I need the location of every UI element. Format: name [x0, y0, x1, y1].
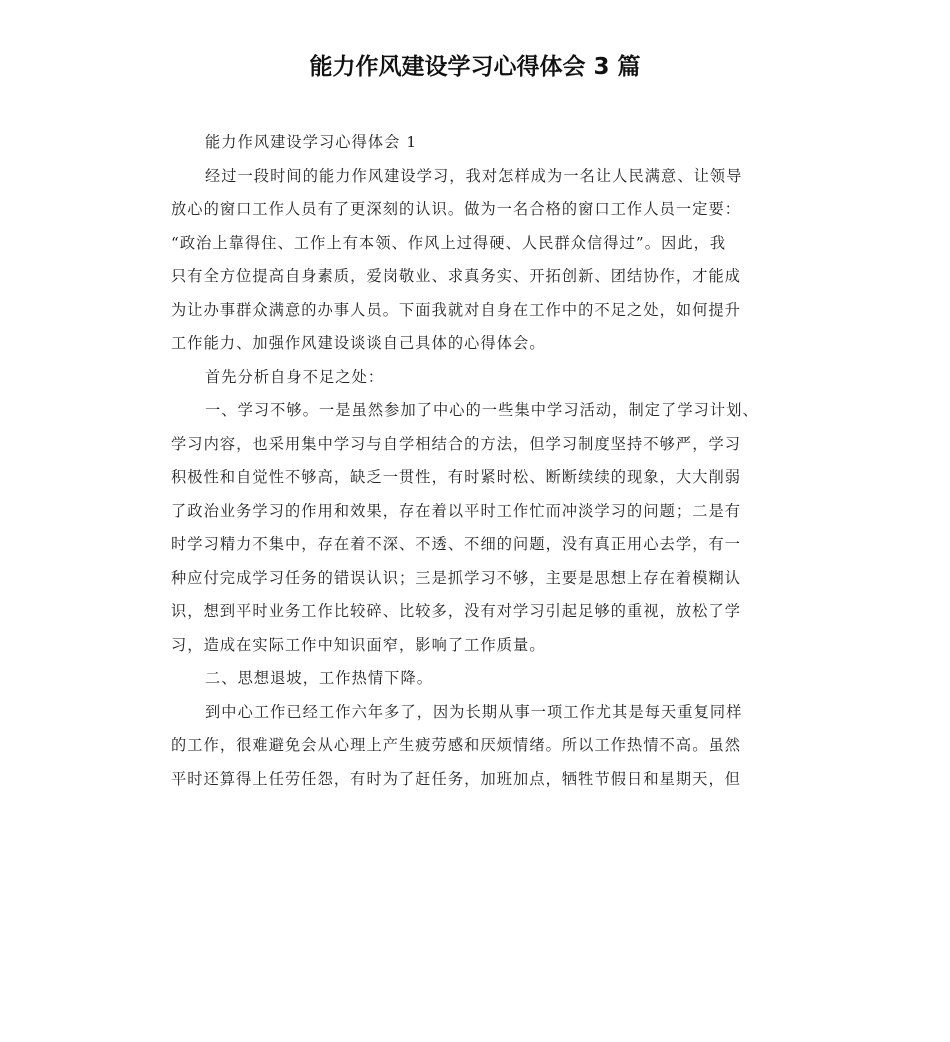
text-line: 二、思想退坡，工作热情下降。 — [205, 669, 434, 687]
text-line: 习，造成在实际工作中知识面窄，影响了工作质量。 — [171, 635, 546, 654]
text-line: 首先分析自身不足之处： — [205, 367, 385, 386]
text-line: 学习内容，也采用集中学习与自学相结合的方法，但学习制度坚持不够严，学习 — [171, 434, 742, 453]
text-line: 种应付完成学习任务的错误认识；三是抓学习不够，主要是思想上存在着模糊认 — [171, 568, 742, 587]
text-line: 到中心工作已经工作六年多了，因为长期从事一项工作尤其是每天重复同样 — [205, 702, 743, 721]
text-line: 识，想到平时业务工作比较碎、比较多，没有对学习引起足够的重视，放松了学 — [171, 602, 742, 620]
text-line: 工作能力、加强作风建设谈谈自己具体的心得体会。 — [171, 334, 546, 352]
text-line: 只有全方位提高自身素质，爱岗敬业、求真务实、开拓创新、团结协作，才能成 — [171, 267, 742, 285]
text-line: 能力作风建设学习心得体会 1 — [205, 133, 418, 151]
text-line: 为让办事群众满意的办事人员。下面我就对自身在工作中的不足之处，如何提升 — [171, 300, 742, 319]
text-line: 了政治业务学习的作用和效果，存在着以平时工作忙而冲淡学习的问题；二是有 — [171, 501, 742, 520]
text-line: 放心的窗口工作人员有了更深刻的认识。做为一名合格的窗口工作人员一定要： — [171, 200, 742, 218]
document-body — [171, 126, 781, 796]
text-line: 积极性和自觉性不够高，缺乏一贯性，有时紧时松、断断续续的现象，大大削弱 — [171, 468, 742, 486]
text-line: 一、学习不够。一是虽然参加了中心的一些集中学习活动，制定了学习计划、 — [205, 401, 759, 419]
text-line: 时学习精力不集中，存在着不深、不透、不细的问题，没有真正用心去学，有一 — [171, 535, 742, 553]
text-line: 经过一段时间的能力作风建设学习，我对怎样成为一名让人民满意、让领导 — [205, 166, 743, 185]
text-line: 的工作，很难避免会从心理上产生疲劳感和厌烦情绪。所以工作热情不高。虽然 — [171, 736, 742, 754]
document-title: 能力作风建设学习心得体会 3 篇 — [309, 54, 641, 80]
text-line: “政治上靠得住、工作上有本领、作风上过得硬、人民群众信得过”。因此，我 — [171, 233, 727, 252]
text-line: 平时还算得上任劳任怨，有时为了赶任务，加班加点，牺牲节假日和星期天，但 — [171, 769, 742, 788]
